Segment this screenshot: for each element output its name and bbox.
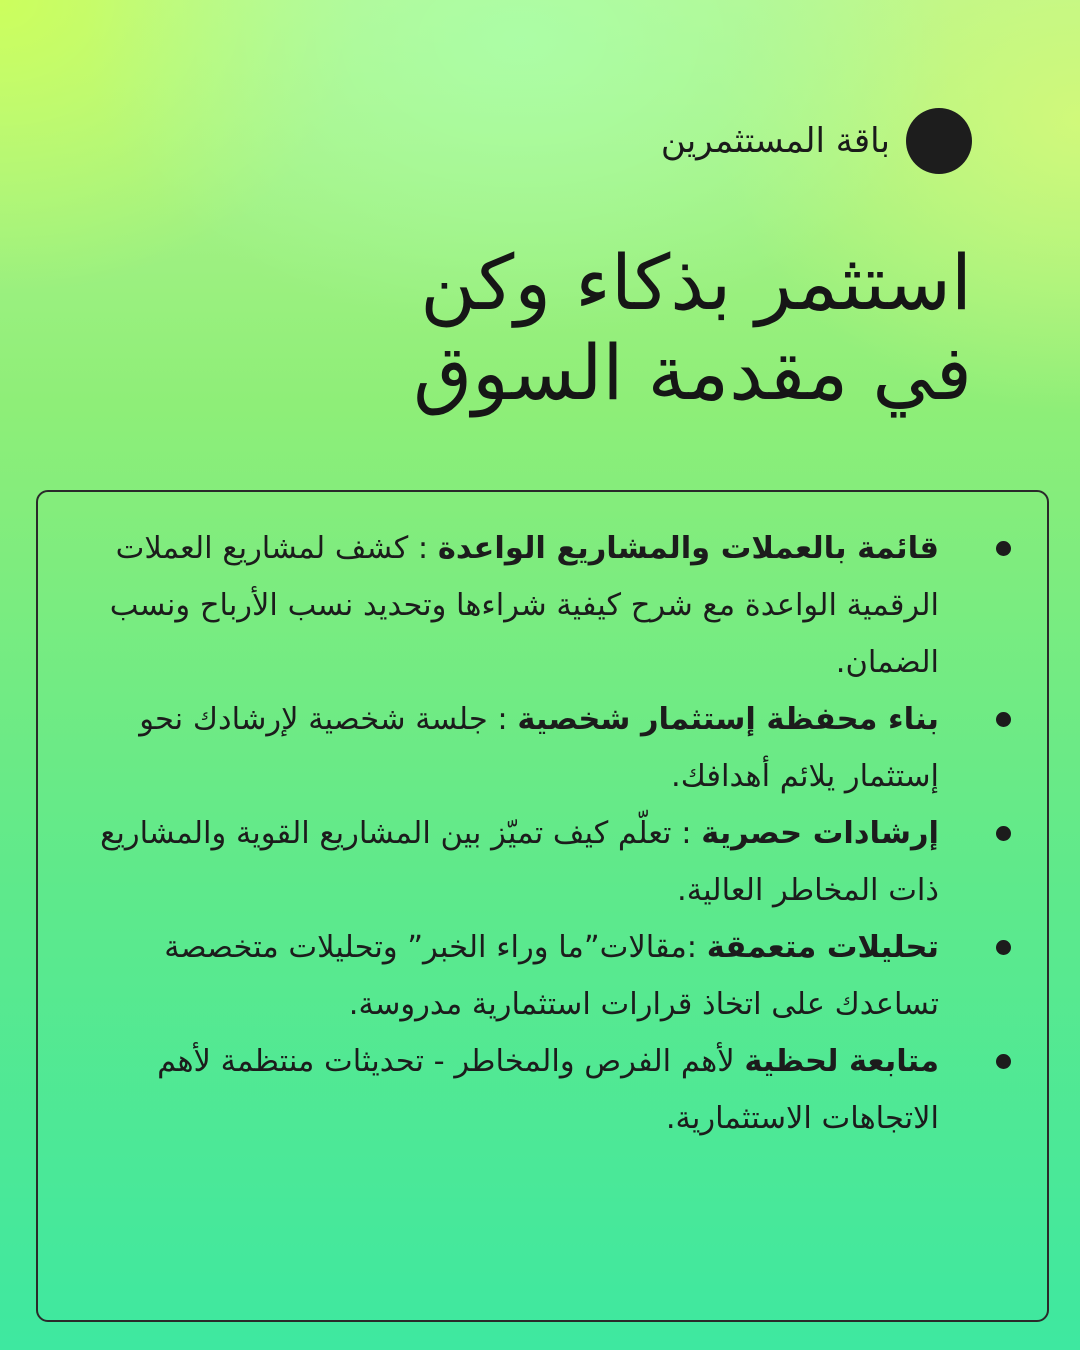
feature-title: تحليلات متعمقة	[706, 930, 939, 965]
feature-title: إرشادات حصرية	[701, 816, 939, 851]
feature-text: تعلّم كيف تميّز بين المشاريع القوية والمشاريع ذات المخاطر العالية.	[100, 816, 939, 908]
feature-item-currencies-list	[98, 520, 939, 691]
feature-item-live-tracking	[98, 1033, 939, 1147]
brand-logo-dot	[906, 108, 972, 174]
features-list	[98, 520, 939, 1147]
feature-text: كشف لمشاريع العملات الرقمية الواعدة مع شرح كيفية شراءها وتحديد نسب الأرباح ونسب الضمان.	[109, 531, 939, 680]
feature-text: مقالات”ما وراء الخبر” وتحليلات متخصصة تساعدك على اتخاذ قرارات استثمارية مدروسة.	[164, 930, 939, 1022]
feature-text: جلسة شخصية لإرشادك نحو إستثمار يلائم أهدافك.	[139, 702, 939, 794]
feature-title: بناء محفظة إستثمار شخصية	[517, 702, 939, 737]
feature-title: قائمة بالعملات والمشاريع الواعدة	[437, 531, 939, 566]
feature-separator: :	[408, 531, 438, 566]
feature-item-deep-analysis	[98, 919, 939, 1033]
brand-name: باقة المستثمرين	[660, 121, 890, 161]
feature-text: لأهم الفرص والمخاطر - تحديثات منتظمة لأهم الاتجاهات الاستثمارية.	[157, 1044, 939, 1136]
headline	[152, 238, 972, 418]
feature-separator: :	[671, 816, 702, 851]
features-card	[36, 490, 1049, 1322]
feature-title: متابعة لحظية	[744, 1044, 939, 1079]
feature-separator: :	[487, 702, 518, 737]
feature-separator	[735, 1044, 745, 1079]
headline-line-2: في مقدمة السوق	[413, 328, 972, 417]
feature-separator: :	[686, 930, 707, 965]
brand-header	[661, 108, 972, 174]
headline-line-1: استثمر بذكاء وكن	[420, 238, 972, 327]
feature-item-exclusive-guidance	[98, 805, 939, 919]
feature-item-portfolio	[98, 691, 939, 805]
